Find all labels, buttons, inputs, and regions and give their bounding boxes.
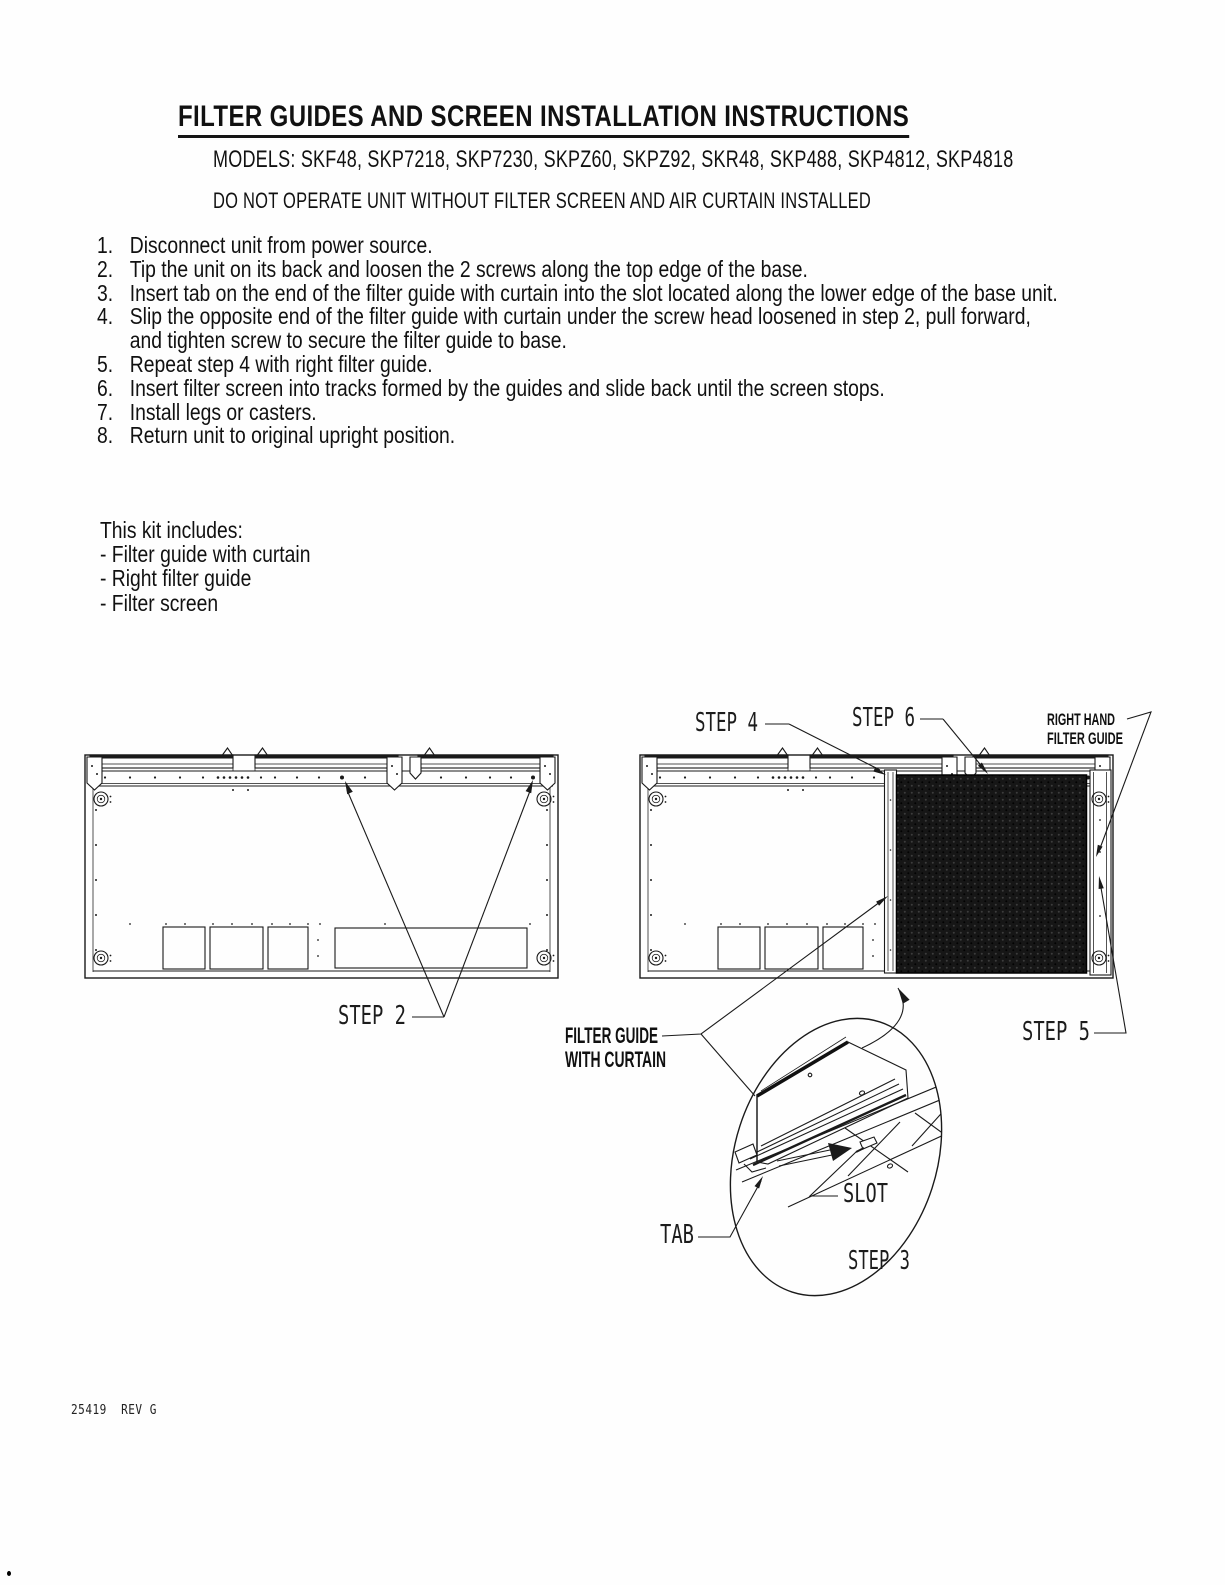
item-text: Insert tab on the end of the filter guide with curtain into the slot located along the lower edge of the base unit. <box>129 279 1058 306</box>
warning-line: DO NOT OPERATE UNIT WITHOUT FILTER SCREEN AND AIR CURTAIN INSTALLED <box>213 188 872 213</box>
models-line: MODELS: SKF48, SKP7218, SKP7230, SKPZ60, SKPZ92, SKR48, SKP488, SKP4812, SKP4818 <box>213 146 1014 173</box>
right-hand-guide-label-line2: FILTER GUIDE <box>1047 730 1123 748</box>
item-text: Install legs or casters. <box>129 398 317 425</box>
step-2-label: STEP 2 <box>338 1001 406 1031</box>
step-2-leader <box>345 780 533 1017</box>
item-text: Return unit to original upright position. <box>129 422 456 449</box>
step-6-label: STEP 6 <box>852 703 915 733</box>
tab-closeup <box>735 1144 766 1172</box>
guide-curtain-leader <box>662 896 888 1096</box>
step-5-label: STEP 5 <box>1022 1017 1090 1047</box>
item-text: Tip the unit on its back and loosen the 2 screws along the top edge of the base. <box>129 255 808 282</box>
slot-label: SLOT <box>843 1179 889 1209</box>
page-title-text: FILTER GUIDES AND SCREEN INSTALLATION INSTRUCTIONS <box>178 100 909 138</box>
filter-screen <box>897 775 1087 973</box>
item-number: 7. <box>97 398 114 425</box>
doc-number: 25419 REV G <box>71 1402 157 1418</box>
tab-label: TAB <box>660 1220 694 1250</box>
kit-item: - Filter guide with curtain <box>100 541 311 568</box>
base-edge-detail <box>700 1071 952 1207</box>
right-hand-guide-label-line1: RIGHT HAND <box>1047 711 1116 729</box>
detail-circle <box>660 988 976 1323</box>
item-number: 4. <box>97 303 114 330</box>
scan-artifact-dot <box>7 1571 11 1576</box>
kit-heading: This kit includes: <box>100 517 243 543</box>
item-text: Repeat step 4 with right filter guide. <box>129 350 433 377</box>
guide-curtain-label-line2: WITH CURTAIN <box>565 1047 666 1072</box>
step-3-label: STEP 3 <box>848 1246 910 1276</box>
item-text: Disconnect unit from power source. <box>129 232 433 258</box>
step-4-label: STEP 4 <box>695 708 758 738</box>
item-number: 6. <box>97 374 114 401</box>
item-number: 5. <box>97 350 114 377</box>
guide-curtain-label-line1: FILTER GUIDE <box>565 1023 658 1048</box>
item-number: 3. <box>97 279 114 306</box>
kit-item: - Right filter guide <box>100 565 252 592</box>
right-unit-diagram <box>565 703 1151 1096</box>
item-text: Slip the opposite end of the filter guide with curtain under the screw head loosened in step 2, pull forward, and tighten screw to secure the filter guide to base. <box>129 303 1031 354</box>
left-unit-diagram <box>85 748 558 1031</box>
item-text: Insert filter screen into tracks formed by the guides and slide back until the screen stops. <box>129 374 885 401</box>
item-number: 2. <box>97 255 114 282</box>
kit-item: - Filter screen <box>100 589 219 616</box>
slide-up-arrow <box>862 988 910 1048</box>
item-number: 8. <box>97 422 114 449</box>
item-number: 1. <box>97 232 114 258</box>
